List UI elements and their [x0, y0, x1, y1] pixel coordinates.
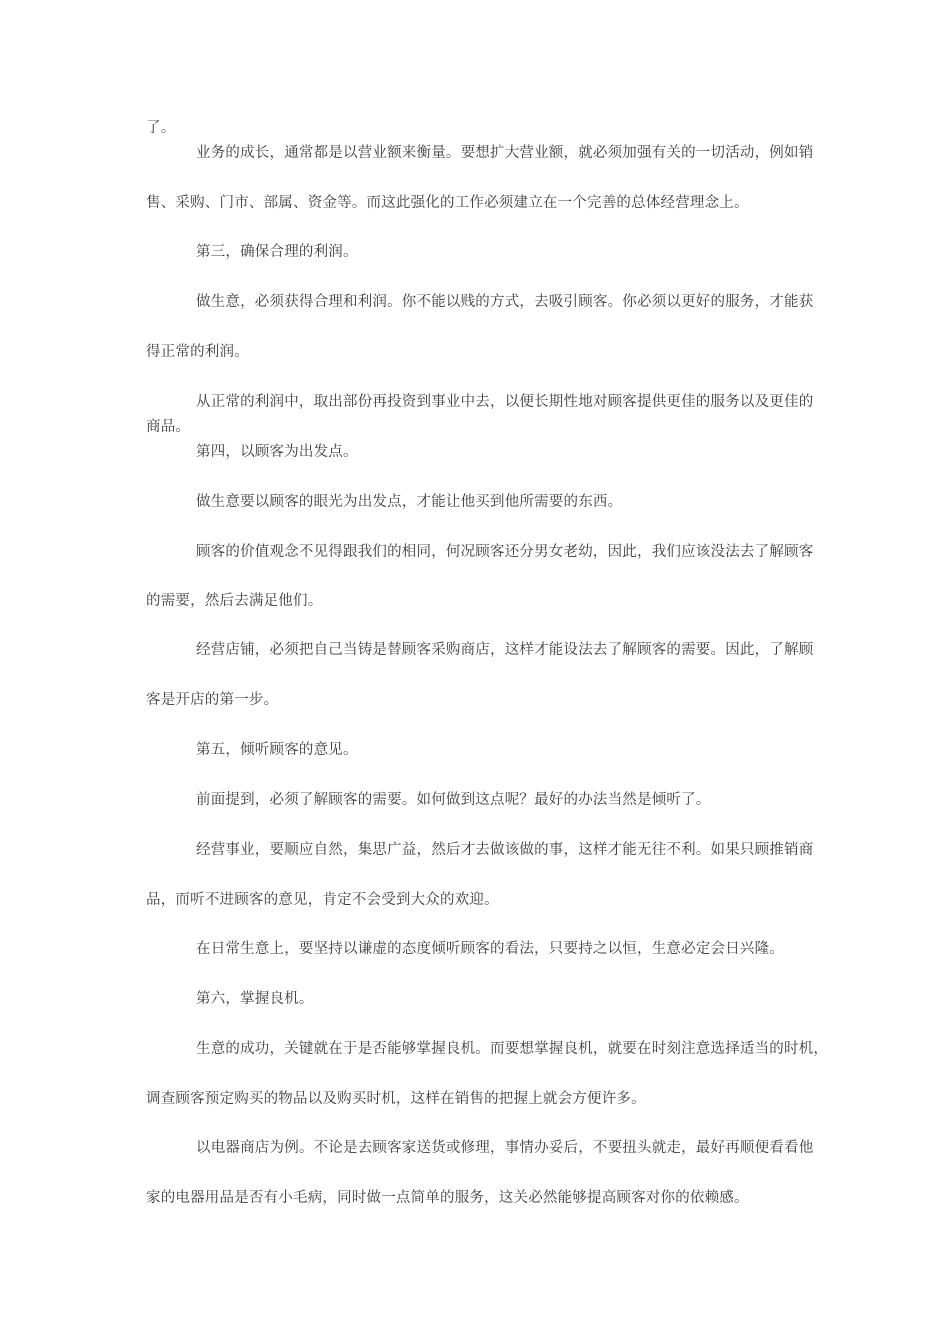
paragraph-line: 家的电器用品是否有小毛病，同时做一点简单的服务，这关必然能够提高顾客对你的依赖感。: [146, 1190, 749, 1206]
paragraph-line: 业务的成长，通常都是以营业额来衡量。要想扩大营业额，就必须加强有关的一切活动，例如销: [196, 145, 814, 161]
paragraph-line: 从正常的利润中，取出部份再投资到事业中去，以便长期性地对顾客提供更佳的服务以及更佳的: [196, 394, 814, 410]
section-heading: 第四，以顾客为出发点。: [196, 444, 358, 460]
paragraph-line: 售、采购、门市、部属、资金等。而这此强化的工作必须建立在一个完善的总体经营理念上。: [146, 195, 749, 211]
paragraph-line: 得正常的利润。: [146, 344, 249, 360]
section-heading: 第五，倾听顾客的意见。: [196, 742, 358, 758]
paragraph-line: 商品。: [146, 419, 191, 435]
paragraph-line: 生意的成功，关键就在于是否能够掌握良机。而要想掌握良机，就要在时刻注意选择适当的时机，: [196, 1041, 829, 1057]
paragraph-line: 经营店铺，必须把自己当铸是替顾客采购商店，这样才能设法去了解顾客的需要。因此，了解顾: [196, 642, 814, 658]
paragraph-line: 调查顾客预定购买的物品以及购买时机，这样在销售的把握上就会方便许多。: [146, 1091, 646, 1107]
section-heading: 第三，确保合理的利润。: [196, 244, 358, 260]
paragraph-line: 的需要，然后去满足他们。: [146, 593, 323, 609]
paragraph-line: 品，而听不进顾客的意见，肯定不会受到大众的欢迎。: [146, 892, 499, 908]
paragraph-line: 经营事业，要顺应自然，集思广益，然后才去做该做的事，这样才能无往不利。如果只顾推销商: [196, 842, 814, 858]
paragraph-line: 在日常生意上，要坚持以谦虚的态度倾听顾客的看法，只要持之以恒，生意必定会日兴隆。: [196, 941, 784, 957]
section-heading: 第六，掌握良机。: [196, 991, 314, 1007]
paragraph-line: 客是开店的第一步。: [146, 692, 279, 708]
paragraph-line: 以电器商店为例。不论是去顾客家送货或修理，事情办妥后，不要扭头就走，最好再顺便看看他: [196, 1140, 814, 1156]
paragraph-line: 做生意，必须获得合理和利润。你不能以贱的方式，去吸引顾客。你必须以更好的服务，才能获: [196, 294, 814, 310]
paragraph-line: 做生意要以顾客的眼光为出发点，才能让他买到他所需要的东西。: [196, 494, 623, 510]
paragraph-line: 了。: [146, 120, 176, 136]
paragraph-line: 顾客的价值观念不见得跟我们的相同，何况顾客还分男女老幼，因此，我们应该没法去了解顾客: [196, 544, 814, 560]
paragraph-line: 前面提到，必须了解顾客的需要。如何做到这点呢？最好的办法当然是倾听了。: [196, 792, 711, 808]
